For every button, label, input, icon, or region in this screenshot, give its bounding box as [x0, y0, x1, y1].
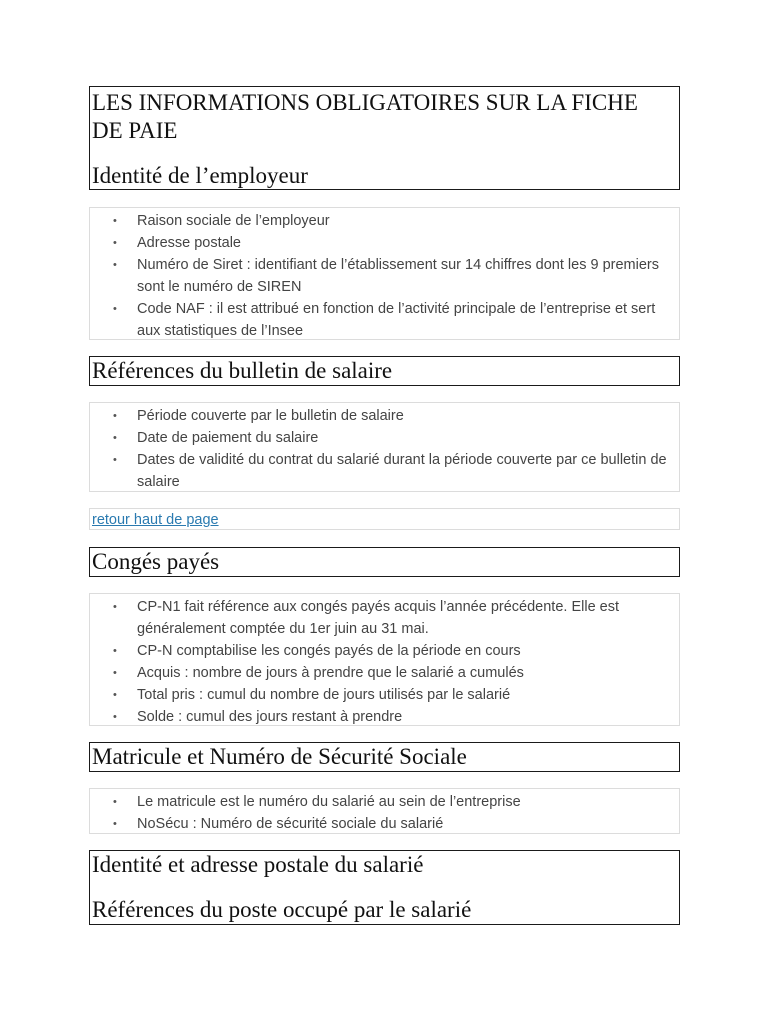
heading-box-employer — [89, 86, 680, 190]
list-item: • Code NAF : il est attribué en fonction de l’activité principale de l’entreprise et sert aux statistiques de l’Insee — [90, 298, 679, 342]
page-title: LES INFORMATIONS OBLIGATOIRES SUR LA FICHE DE PAIE — [92, 90, 638, 143]
list-item: • Numéro de Siret : identifiant de l’établissement sur 14 chiffres dont les 9 premiers sont le numéro de SIREN — [90, 254, 679, 298]
heading-box-social-security — [89, 742, 680, 772]
list-box-payslip-references — [89, 402, 680, 492]
list-box-social-security — [89, 788, 680, 834]
list-item: • Période couverte par le bulletin de salaire — [90, 405, 679, 427]
list-item: • Total pris : cumul du nombre de jours utilisés par le salarié — [90, 684, 679, 706]
list-box-paid-leave — [89, 593, 680, 726]
list-box-employer — [89, 207, 680, 340]
list-item: • Acquis : nombre de jours à prendre que le salarié a cumulés — [90, 662, 679, 684]
list-item: • Date de paiement du salaire — [90, 427, 679, 449]
employer-list — [90, 210, 679, 342]
heading-employer-identity: Identité de l’employeur — [92, 163, 308, 188]
back-to-top-box — [89, 508, 680, 530]
heading-box-paid-leave — [89, 547, 680, 577]
list-item: • Le matricule est le numéro du salarié au sein de l’entreprise — [90, 791, 679, 813]
payslip-references-list — [90, 405, 679, 493]
heading-social-security: Matricule et Numéro de Sécurité Sociale — [92, 744, 467, 769]
social-security-list — [90, 791, 679, 835]
list-item: • Dates de validité du contrat du salarié durant la période couverte par ce bulletin de salaire — [90, 449, 679, 493]
back-to-top-link[interactable]: retour haut de page — [92, 512, 219, 528]
heading-employee-identity: Identité et adresse postale du salarié — [92, 852, 424, 877]
heading-payslip-references: Références du bulletin de salaire — [92, 358, 393, 383]
list-item: • CP-N1 fait référence aux congés payés acquis l’année précédente. Elle est généralement comptée du 1er juin au 31 mai. — [90, 596, 679, 640]
heading-paid-leave: Congés payés — [92, 549, 220, 574]
list-item: • Raison sociale de l’employeur — [90, 210, 679, 232]
heading-box-employee — [89, 850, 680, 925]
list-item: • Adresse postale — [90, 232, 679, 254]
list-item: • Solde : cumul des jours restant à prendre — [90, 706, 679, 728]
list-item: • NoSécu : Numéro de sécurité sociale du salarié — [90, 813, 679, 835]
heading-position-references: Références du poste occupé par le salarié — [92, 897, 472, 922]
list-item: • CP-N comptabilise les congés payés de la période en cours — [90, 640, 679, 662]
paid-leave-list — [90, 596, 679, 728]
heading-box-payslip-references — [89, 356, 680, 386]
